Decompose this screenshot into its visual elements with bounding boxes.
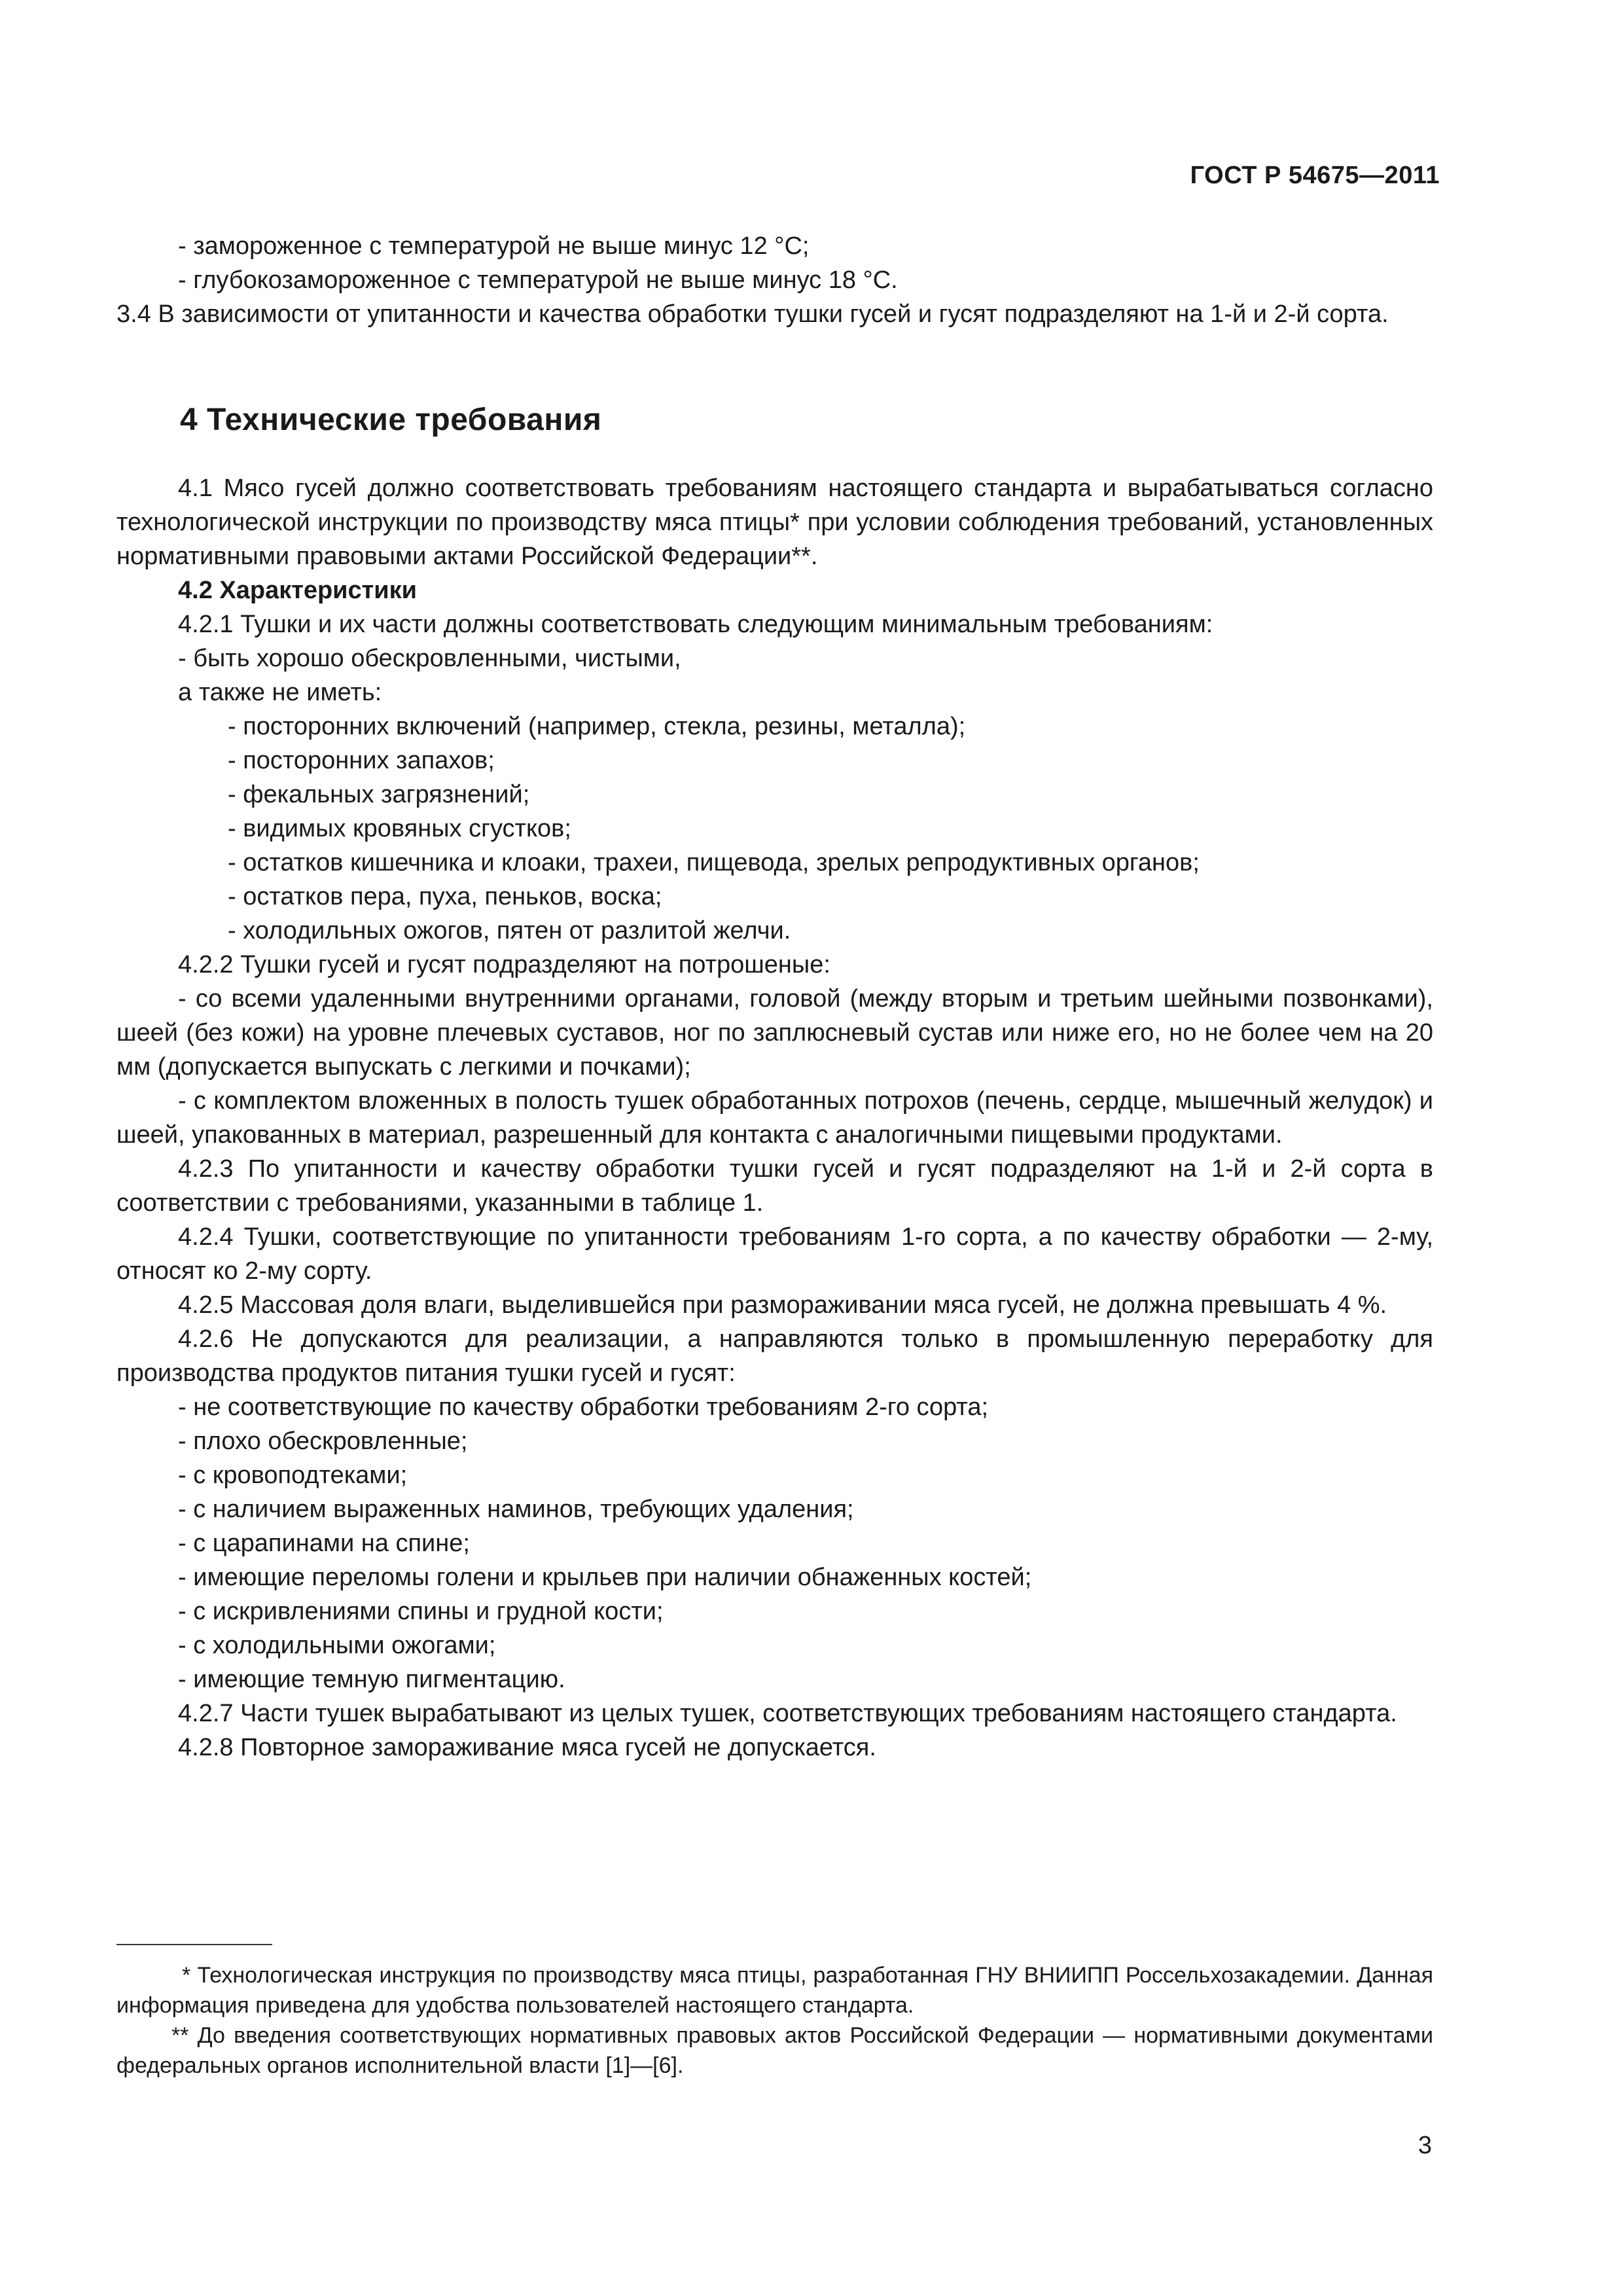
list-item: - с царапинами на спине; bbox=[178, 1530, 470, 1557]
intro-list-item: - замороженное с температурой не выше минус 12 °С; bbox=[178, 232, 810, 260]
clause-4-2-8: 4.2.8 Повторное замораживание мяса гусей не допускается. bbox=[178, 1734, 876, 1761]
page-number: 3 bbox=[1418, 2132, 1432, 2159]
list-item: - плохо обескровленные; bbox=[178, 1427, 468, 1455]
list-item: - видимых кровяных сгустков; bbox=[228, 815, 571, 842]
list-item: - фекальных загрязнений; bbox=[228, 781, 530, 808]
list-item: - не соответствующие по качеству обработки требованиям 2-го сорта; bbox=[178, 1393, 989, 1421]
clause-4-1: 4.1 Мясо гусей должно соответствовать требованиям настоящего стандарта и вырабатываться согласно технологической инструкции по производству мяса птицы* при условии соблюдения требований, установленных нормативными правовыми актами Российской Федерации**. bbox=[116, 475, 1433, 570]
list-item: - холодильных ожогов, пятен от разлитой желчи. bbox=[228, 917, 791, 944]
clause-4-2-1-lead: а также не иметь: bbox=[178, 679, 382, 706]
list-item: - посторонних запахов; bbox=[228, 747, 495, 774]
clause-4-2-1-item: - быть хорошо обескровленными, чистыми, bbox=[178, 645, 681, 672]
clause-4-2-2-item: - со всеми удаленными внутренними органами, головой (между вторым и третьим шейными позвонками), шеей (без кожи) на уровне плечевых суставов, ног по заплюсневый сустав или ниже его, но не более чем на 20 мм (допускается выпускать с легкими и почками); bbox=[116, 985, 1433, 1081]
footnotes bbox=[116, 1960, 1433, 2081]
clause-4-2-7: 4.2.7 Части тушек вырабатывают из целых тушек, соответствующих требованиям настоящего стандарта. bbox=[178, 1700, 1397, 1727]
section-4-body bbox=[116, 471, 1433, 1765]
list-item: - имеющие темную пигментацию. bbox=[178, 1666, 565, 1693]
clause-3-4: 3.4 В зависимости от упитанности и качества обработки тушки гусей и гусят подразделяют на 1-й и 2-й сорта. bbox=[116, 300, 1389, 328]
clause-4-2-2: 4.2.2 Тушки гусей и гусят подразделяют на потрошеные: bbox=[178, 951, 830, 978]
list-item: - остатков пера, пуха, пеньков, воска; bbox=[228, 883, 662, 910]
clause-4-2-3: 4.2.3 По упитанности и качеству обработки тушки гусей и гусят подразделяют на 1-й и 2-й сорта в соответствии с требованиями, указанными в таблице 1. bbox=[116, 1155, 1433, 1217]
intro-block bbox=[116, 229, 1433, 331]
list-item: - имеющие переломы голени и крыльев при наличии обнаженных костей; bbox=[178, 1564, 1032, 1591]
list-item: - с холодильными ожогами; bbox=[178, 1632, 496, 1659]
list-item: - с кровоподтеками; bbox=[178, 1462, 408, 1489]
list-item: - остатков кишечника и клоаки, трахеи, пищевода, зрелых репродуктивных органов; bbox=[228, 849, 1200, 876]
list-item: - с наличием выраженных наминов, требующих удаления; bbox=[178, 1496, 854, 1523]
subsection-title-4-2: 4.2 Характеристики bbox=[178, 577, 418, 604]
section-title: 4 Технические требования bbox=[180, 403, 602, 437]
list-item: - посторонних включений (например, стекла, резины, металла); bbox=[228, 713, 966, 740]
intro-list-item: - глубокозамороженное с температурой не выше минус 18 °С. bbox=[178, 266, 898, 294]
clause-4-2-5: 4.2.5 Массовая доля влаги, выделившейся при размораживании мяса гусей, не должна превышать 4 %. bbox=[178, 1291, 1387, 1319]
footnote-2: ** До введения соответствующих нормативных правовых актов Российской Федерации — нормативными документами федеральных органов исполнительной власти [1]—[6]. bbox=[116, 2023, 1433, 2078]
clause-4-2-4: 4.2.4 Тушки, соответствующие по упитанности требованиям 1-го сорта, а по качеству обработки — 2-му, относят ко 2-му сорту. bbox=[116, 1223, 1433, 1285]
footnote-1: * Технологическая инструкция по производству мяса птицы, разработанная ГНУ ВНИИПП Россельхозакадемии. Данная информация приведена для удобства пользователей настоящего стандарта. bbox=[116, 1963, 1433, 2018]
clause-4-2-1: 4.2.1 Тушки и их части должны соответствовать следующим минимальным требованиям: bbox=[178, 611, 1213, 638]
footnote-divider bbox=[116, 1944, 272, 1945]
document-code-header: ГОСТ Р 54675—2011 bbox=[1190, 162, 1440, 189]
list-item: - с искривлениями спины и грудной кости; bbox=[178, 1598, 664, 1625]
clause-4-2-2-item: - с комплектом вложенных в полость тушек обработанных потрохов (печень, сердце, мышечный желудок) и шеей, упакованных в материал, разрешенный для контакта с аналогичными пищевыми продуктами. bbox=[116, 1087, 1433, 1149]
clause-4-2-6: 4.2.6 Не допускаются для реализации, а направляются только в промышленную переработку для производства продуктов питания тушки гусей и гусят: bbox=[116, 1325, 1433, 1387]
